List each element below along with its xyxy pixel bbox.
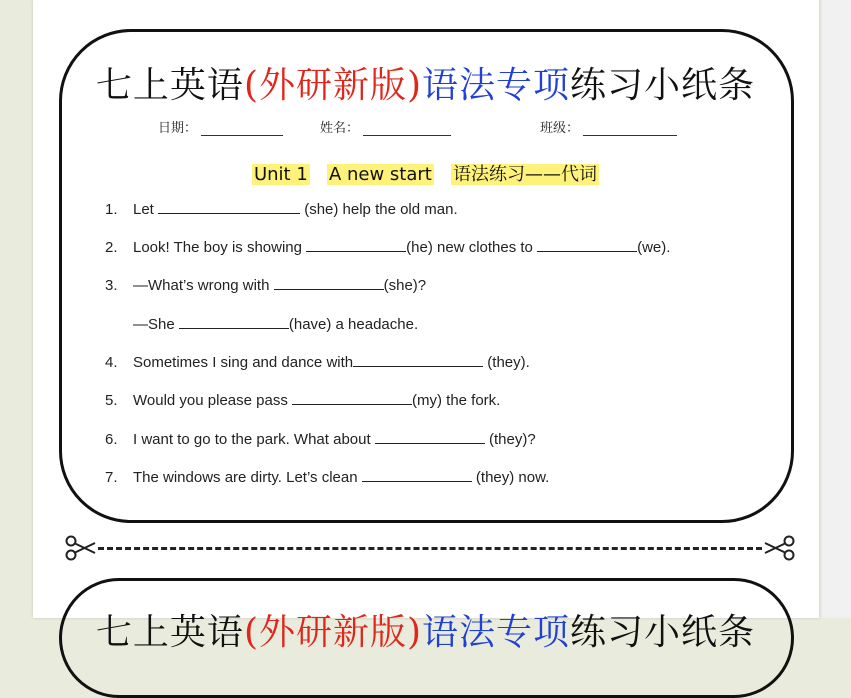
question-1: 1. Let (she) help the old man. (105, 201, 458, 218)
name-field (320, 117, 451, 136)
title-part-grade: 七上英语 (95, 65, 244, 106)
next-worksheet-title: 七上英语(外研新版)语法专项练习小纸条 (95, 612, 756, 653)
question-3-response: —She (have) a headache. (133, 316, 419, 333)
question-5: 5. Would you please pass (my) the fork. (105, 392, 501, 409)
question-3: 3. —What’s wrong with (she)? (105, 277, 427, 294)
answer-blank[interactable] (375, 429, 485, 444)
unit-name: A new start (328, 164, 432, 185)
date-label: 日期： (158, 121, 198, 136)
cut-line (64, 533, 796, 563)
question-2: 2. Look! The boy is showing (he) new clothes to (we). (105, 239, 671, 256)
question-7: 7. The windows are dirty. Let’s clean (they) now. (105, 469, 550, 486)
scissors-icon (64, 533, 96, 563)
class-label: 班级： (540, 121, 580, 136)
answer-blank[interactable] (537, 237, 637, 252)
unit-topic: 语法练习——代词 (453, 164, 598, 185)
unit-label: Unit 1 (253, 164, 308, 185)
question-4: 4. Sometimes I sing and dance with (they). (105, 354, 530, 371)
class-blank[interactable] (583, 121, 677, 136)
question-6: 6. I want to go to the park. What about (they)? (105, 431, 536, 448)
answer-blank[interactable] (362, 467, 472, 482)
name-blank[interactable] (363, 121, 451, 136)
name-label: 姓名： (320, 121, 360, 136)
answer-blank[interactable] (292, 390, 412, 405)
scissors-icon (764, 533, 796, 563)
title-part-suffix: 练习小纸条 (570, 65, 756, 106)
answer-blank[interactable] (306, 237, 406, 252)
title-part-topic: 语法专项 (422, 65, 571, 106)
date-field (158, 117, 283, 136)
worksheet-title (0, 57, 851, 108)
class-field (540, 117, 677, 136)
date-blank[interactable] (201, 121, 283, 136)
dashed-cut-line (98, 547, 762, 550)
answer-blank[interactable] (274, 275, 384, 290)
answer-blank[interactable] (179, 314, 289, 329)
unit-heading (0, 160, 851, 186)
answer-blank[interactable] (353, 352, 483, 367)
answer-blank[interactable] (158, 199, 300, 214)
title-part-edition: (外研新版) (243, 65, 423, 106)
